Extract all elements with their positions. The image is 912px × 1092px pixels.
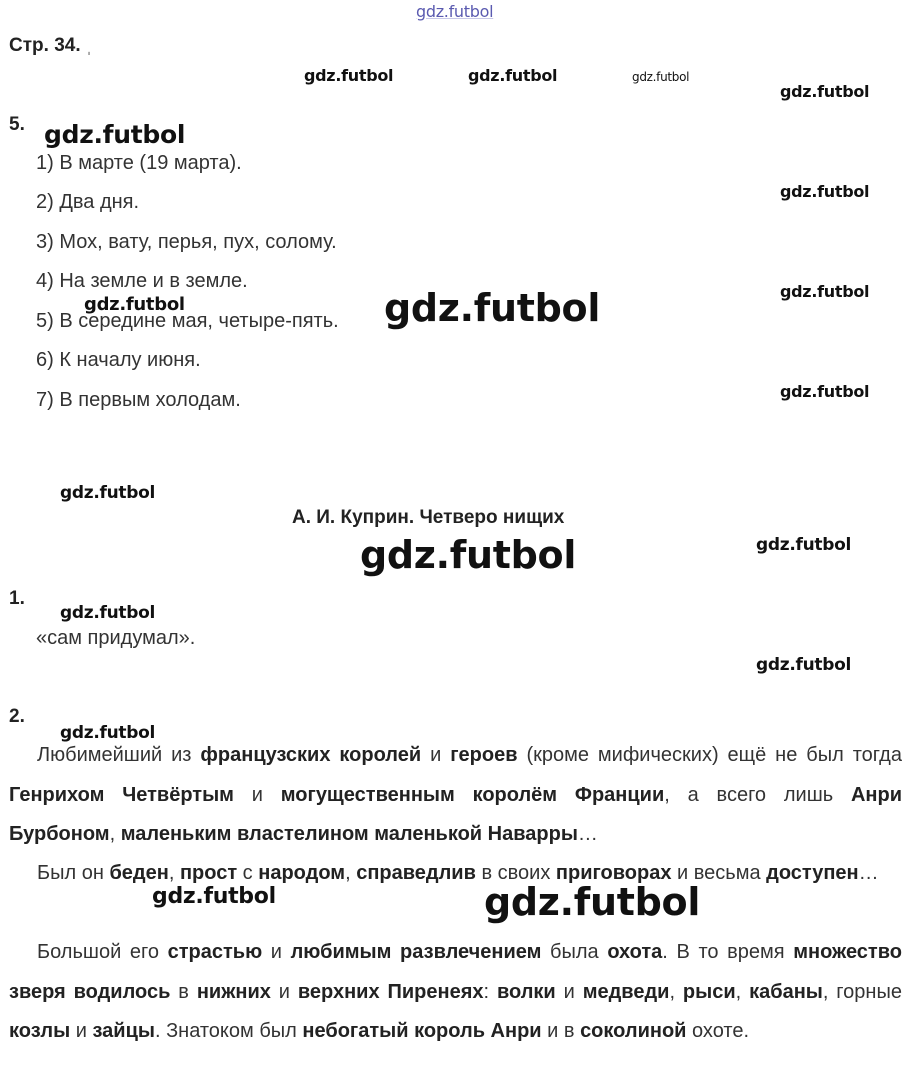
text-run: Любимейший из bbox=[37, 744, 201, 766]
answer-item: 5) В середине мая, четыре-пять. bbox=[36, 310, 339, 332]
bold-phrase: козлы bbox=[9, 1020, 71, 1042]
text-run: . В то время bbox=[662, 941, 794, 963]
bold-phrase: охота bbox=[607, 941, 663, 963]
page-header bbox=[9, 35, 92, 57]
answer-item: 1) В марте (19 марта). bbox=[36, 152, 242, 174]
watermark: gdz.futbol bbox=[44, 120, 186, 149]
text-run: и bbox=[262, 941, 291, 963]
watermark: gdz.futbol bbox=[384, 286, 601, 330]
text-run: и весьма bbox=[671, 862, 767, 884]
watermark: gdz.futbol bbox=[152, 884, 276, 909]
q2-paragraph-3 bbox=[9, 933, 902, 1052]
text-run: : bbox=[483, 980, 497, 1003]
watermark: gdz.futbol bbox=[304, 66, 394, 85]
watermark: gdz.futbol bbox=[756, 655, 851, 675]
text-run: , bbox=[669, 980, 683, 1003]
bold-phrase: могущественным королём Франции bbox=[280, 783, 665, 806]
text-run: Большой его bbox=[37, 941, 168, 963]
watermark: gdz.futbol bbox=[780, 182, 870, 201]
text-run: , а всего лишь bbox=[664, 783, 851, 806]
bold-phrase: любимым развлечением bbox=[290, 941, 542, 963]
bold-phrase: соколиной bbox=[580, 1020, 687, 1042]
watermark: gdz.futbol bbox=[780, 282, 870, 301]
answer-item: 7) В первым холодам. bbox=[36, 389, 241, 411]
watermark: gdz.futbol bbox=[60, 603, 155, 623]
bold-phrase: народом bbox=[258, 862, 346, 884]
bold-phrase: героев bbox=[450, 744, 518, 766]
bold-phrase: верхних Пиренеях bbox=[297, 980, 484, 1003]
text-run: в своих bbox=[475, 862, 556, 884]
bold-phrase: беден bbox=[109, 862, 169, 884]
header-mark: ˌ bbox=[85, 35, 93, 56]
text-run: и bbox=[233, 783, 281, 806]
text-run: , bbox=[345, 862, 357, 884]
bold-phrase: справедлив bbox=[356, 862, 476, 884]
bold-phrase: медведи bbox=[582, 980, 670, 1003]
watermark: gdz.futbol bbox=[60, 723, 155, 743]
text-run: (кроме мифических) ещё не был тогда bbox=[517, 744, 902, 766]
bold-phrase: нижних bbox=[196, 980, 271, 1003]
watermark: gdz.futbol bbox=[756, 535, 851, 555]
watermark: gdz.futbol bbox=[360, 533, 577, 577]
watermark: gdz.futbol bbox=[632, 70, 690, 84]
watermark: gdz.futbol bbox=[468, 66, 558, 85]
bold-phrase: небогатый король Анри bbox=[302, 1020, 542, 1042]
q2-paragraph-2 bbox=[9, 854, 902, 894]
watermark: gdz.futbol bbox=[84, 294, 185, 315]
story-title: А. И. Куприн. Четверо нищих bbox=[292, 507, 565, 528]
bold-phrase: приговорах bbox=[555, 862, 672, 884]
text-run: и в bbox=[541, 1020, 581, 1042]
text-run: , bbox=[168, 862, 180, 884]
text-run: , bbox=[735, 980, 750, 1003]
bold-phrase: Генрихом Четвёртым bbox=[9, 783, 234, 806]
question-number-5: 5. bbox=[9, 114, 25, 135]
text-run: и bbox=[270, 980, 298, 1003]
page-number: Стр. 34. bbox=[9, 35, 81, 56]
text-run: в bbox=[170, 980, 197, 1003]
text-run: , горные bbox=[822, 980, 902, 1003]
bold-phrase: рыси bbox=[682, 980, 736, 1003]
bold-phrase: доступен bbox=[766, 862, 859, 884]
bold-phrase: прост bbox=[179, 862, 238, 884]
text-run: … bbox=[858, 862, 879, 884]
watermark: gdz.futbol bbox=[60, 483, 155, 503]
text-run: с bbox=[237, 862, 259, 884]
answer-item: 6) К началу июня. bbox=[36, 349, 201, 371]
text-run: . Знатоком был bbox=[154, 1020, 303, 1042]
text-run: и bbox=[555, 980, 583, 1003]
bold-phrase: маленьким властелином маленькой Наварры bbox=[120, 823, 578, 845]
q1-answer: «сам придумал». bbox=[36, 627, 196, 649]
watermark-top: gdz.futbol bbox=[416, 2, 494, 21]
answer-item: 3) Мох, вату, перья, пух, солому. bbox=[36, 231, 337, 253]
text-run: была bbox=[541, 941, 608, 963]
watermark: gdz.futbol bbox=[780, 82, 870, 101]
watermark: gdz.futbol bbox=[780, 382, 870, 401]
text-run: и bbox=[70, 1020, 93, 1042]
bold-phrase: множество зверя водилось bbox=[9, 941, 902, 1003]
question-number-1: 1. bbox=[9, 588, 25, 609]
text-run: Был он bbox=[37, 862, 110, 884]
bold-phrase: Анри Бурбоном bbox=[9, 783, 903, 845]
answer-item: 4) На земле и в земле. bbox=[36, 270, 248, 292]
text-run: … bbox=[577, 823, 598, 845]
text-run: и bbox=[421, 744, 451, 766]
bold-phrase: зайцы bbox=[92, 1020, 155, 1042]
question-number-2: 2. bbox=[9, 706, 25, 727]
q2-paragraph-1 bbox=[9, 736, 902, 855]
text-run: , bbox=[109, 823, 121, 845]
watermark: gdz.futbol bbox=[484, 880, 701, 924]
bold-phrase: французских королей bbox=[200, 744, 422, 766]
bold-phrase: волки bbox=[496, 980, 556, 1003]
text-run: охоте. bbox=[686, 1020, 749, 1042]
answer-item: 2) Два дня. bbox=[36, 191, 140, 213]
bold-phrase: кабаны bbox=[749, 980, 823, 1003]
bold-phrase: страстью bbox=[167, 941, 263, 963]
